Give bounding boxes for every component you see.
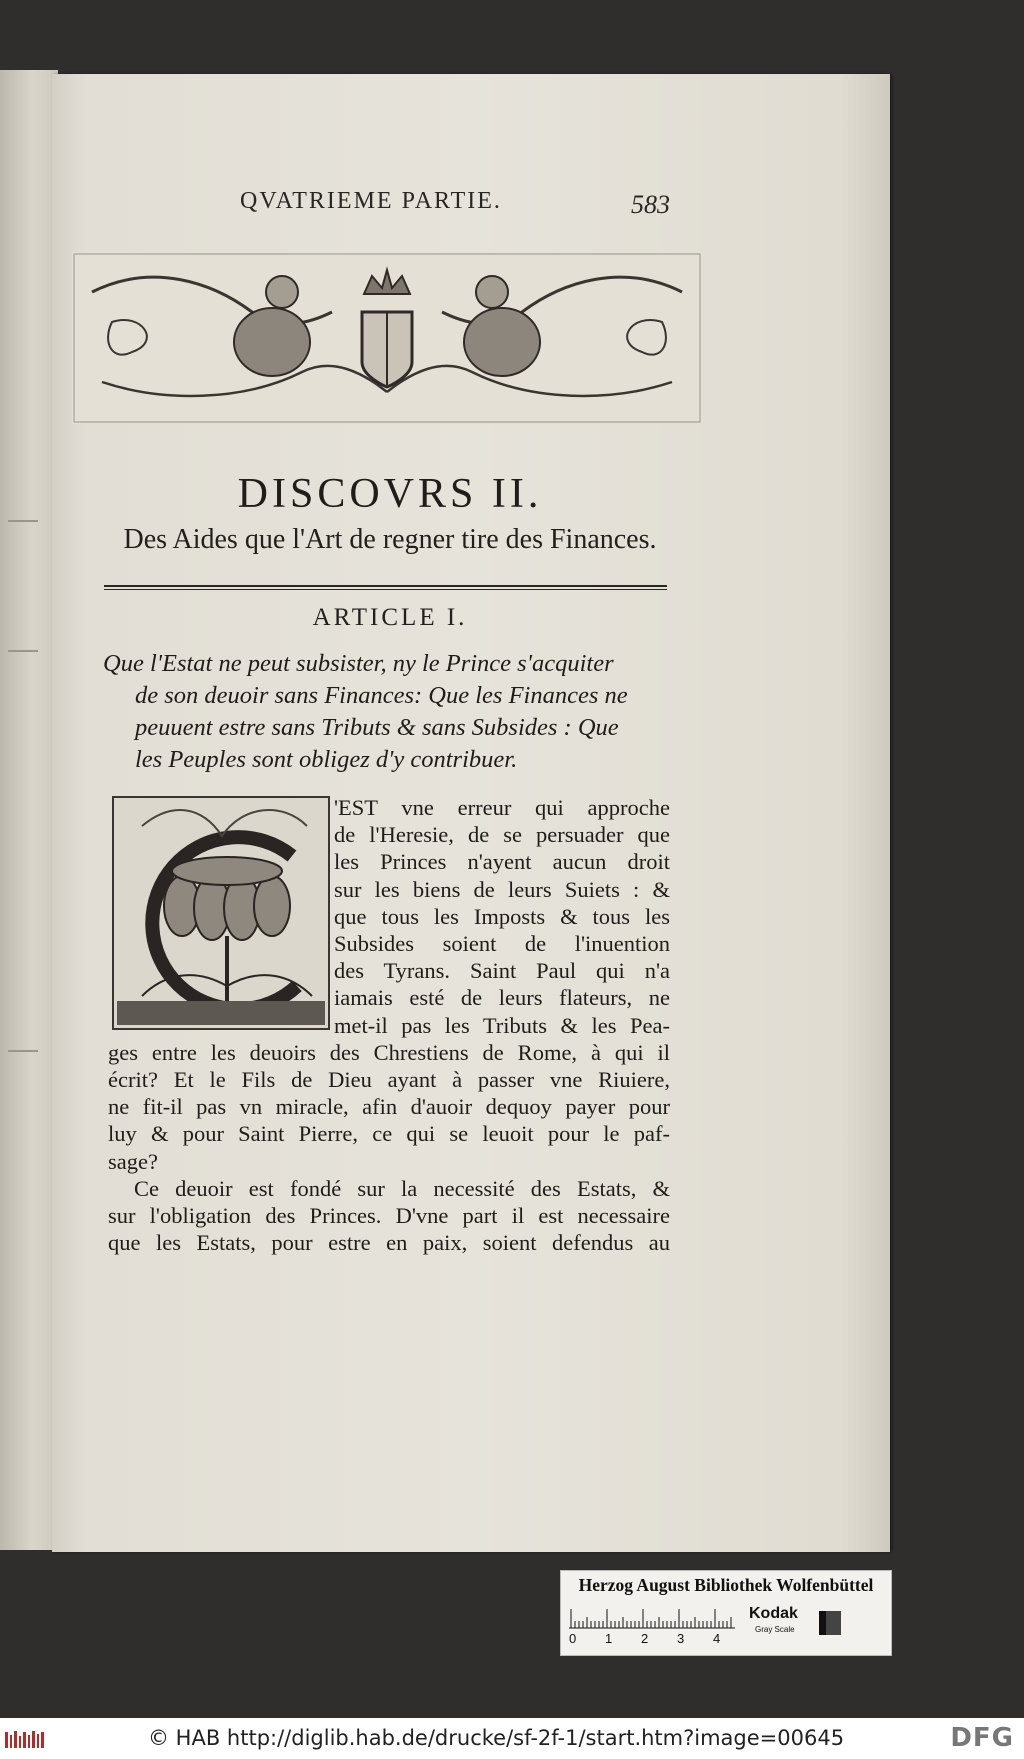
body-text	[108, 794, 670, 1256]
ruler-ticks	[569, 1607, 735, 1629]
body-line: ges entre les deuoirs des Chrestiens de Rome, à qui il	[108, 1039, 670, 1065]
previous-page-mark	[8, 520, 38, 522]
rule-thin	[104, 589, 667, 590]
hab-logo-glyph	[4, 1729, 46, 1751]
headpiece-engraving	[72, 252, 702, 424]
article-summary	[103, 648, 671, 776]
body-line: de l'Heresie, de se persuader que	[334, 822, 670, 848]
scale-number: 0	[569, 1631, 577, 1646]
summary-line: Que l'Estat ne peut subsister, ny le Prince s'acquiter	[103, 650, 614, 677]
previous-page-edge	[0, 70, 58, 1550]
swatch-dark-gray	[826, 1611, 841, 1635]
double-rule	[104, 585, 667, 590]
dfg-logo: DFG	[950, 1723, 1014, 1753]
footer-bar	[0, 1718, 1024, 1759]
swatch-black	[819, 1611, 826, 1635]
body-line: iamais esté de leurs flateurs, ne	[334, 985, 670, 1011]
article-heading: ARTICLE I.	[312, 604, 468, 631]
rule-thick	[104, 585, 667, 587]
body-line: ne fit-il pas vn miracle, afin d'auoir dequoy payer pour	[108, 1094, 670, 1120]
summary-line: les Peuples sont obligez d'y contribuer.	[135, 746, 518, 773]
body-line: sur l'obligation des Princes. D'vne part il est necessaire	[108, 1203, 670, 1229]
body-line: que les Estats, pour estre en paix, soient defendus au	[108, 1230, 670, 1256]
kodak-brand: Kodak	[749, 1605, 798, 1622]
body-line: des Tyrans. Saint Paul qui n'a	[334, 958, 670, 984]
gray-scale-label: Gray Scale	[755, 1625, 795, 1634]
page-number: 583	[631, 190, 670, 219]
previous-page-mark	[8, 1050, 38, 1052]
colorbar-title: Herzog August Bibliothek Wolfenbüttel	[578, 1575, 874, 1595]
scale-number: 2	[641, 1631, 649, 1646]
summary-line: de son deuoir sans Finances: Que les Finances ne	[135, 682, 628, 709]
library-color-bar	[560, 1570, 892, 1656]
summary-line: peuuent estre sans Tributs & sans Subsides : Que	[135, 714, 619, 741]
body-line: luy & pour Saint Pierre, ce qui se leuoit pour le paf-	[108, 1121, 670, 1147]
running-head-title: QVATRIEME PARTIE.	[240, 188, 502, 214]
body-line: Ce deuoir est fondé sur la necessité des Estats, &	[134, 1175, 670, 1201]
discourse-title: DISCOVRS II.	[237, 471, 543, 517]
body-line: Subsides soient de l'inuention	[334, 931, 670, 957]
body-line: 'EST vne erreur qui approche	[334, 795, 670, 820]
hab-logo-icon	[4, 1729, 46, 1751]
running-head	[236, 186, 676, 220]
scale-number: 4	[713, 1631, 721, 1646]
scale-ruler	[569, 1607, 735, 1629]
body-line: sage?	[108, 1148, 158, 1174]
body-line: que tous les Imposts & tous les	[334, 903, 670, 929]
body-line: met-il pas les Tributs & les Pea-	[334, 1012, 670, 1038]
gray-swatch	[819, 1611, 841, 1635]
scale-numbers	[569, 1631, 739, 1647]
body-line: sur les biens de leurs Suiets : &	[334, 876, 670, 902]
scale-number: 3	[677, 1631, 685, 1646]
previous-page-mark	[8, 650, 38, 652]
ornamental-headpiece	[72, 252, 702, 424]
copyright-url[interactable]: © HAB http://diglib.hab.de/drucke/sf-2f-1/start.htm?image=00645	[148, 1726, 845, 1750]
discourse-subtitle: Des Aides que l'Art de regner tire des Finances.	[123, 524, 657, 555]
scale-number: 1	[605, 1631, 613, 1646]
body-line: écrit? Et le Fils de Dieu ayant à passer vne Riuiere,	[108, 1067, 670, 1093]
body-line: les Princes n'ayent aucun droit	[334, 849, 670, 875]
